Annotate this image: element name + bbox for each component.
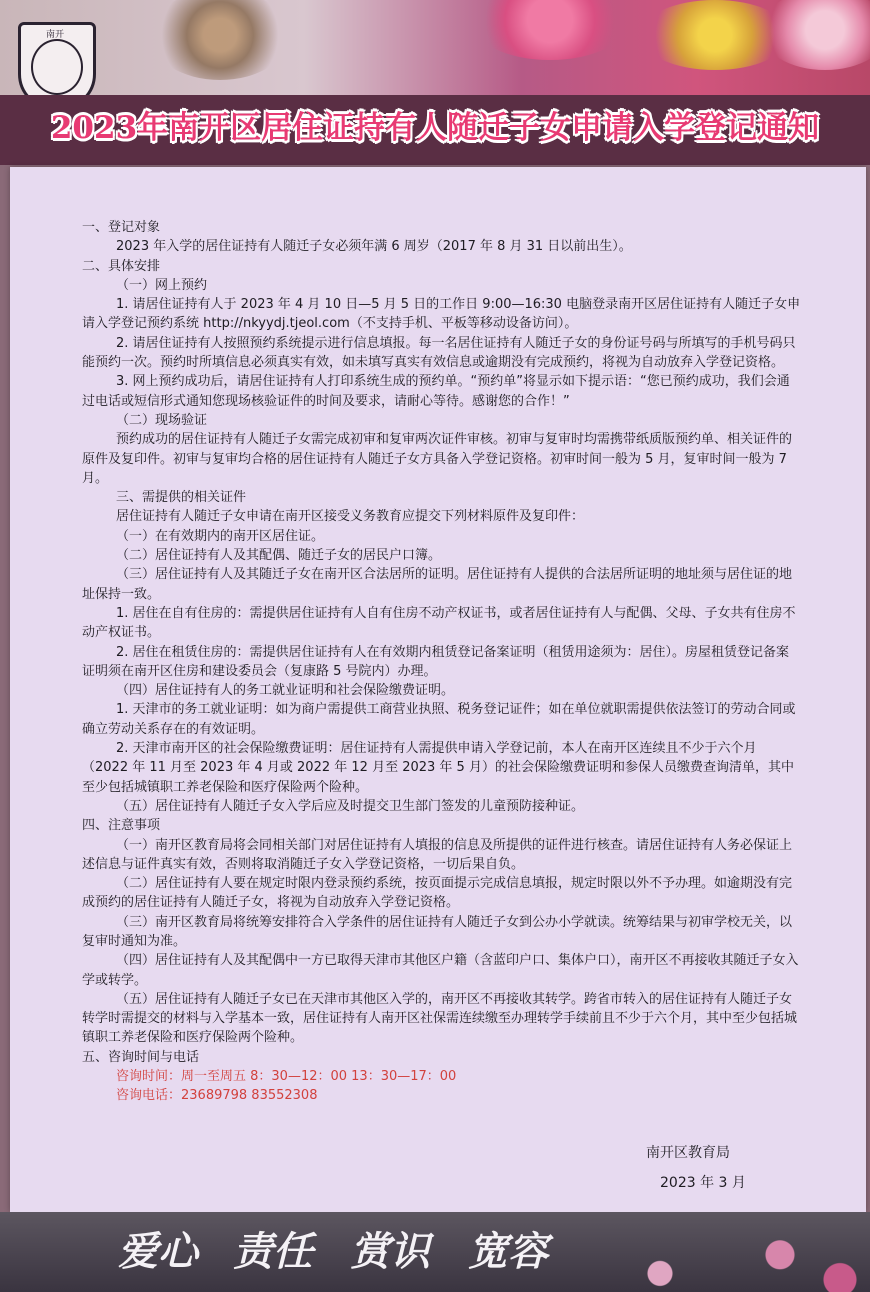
notice-paragraph: （四）居住证持有人的务工就业证明和社会保险缴费证明。: [116, 683, 455, 699]
logo-emblem: [31, 39, 83, 95]
slogan-word: 爱心: [118, 1228, 198, 1275]
page-title: 2023年南开区居住证持有人随迁子女申请入学登记通知: [50, 110, 820, 146]
flower-decoration: [470, 0, 630, 60]
notice-paragraph: （二）居住证持有人及其配偶、随迁子女的居民户口簿。: [116, 548, 442, 564]
slogan-word: 宽容: [468, 1228, 548, 1275]
notice-paragraph: 一、登记对象: [82, 220, 161, 235]
notice-paragraph: 2. 请居住证持有人按照预约系统提示进行信息填报。每一名居住证持有人随迁子女的身份证号码与所填写的手机号码只能预约一次。预约时所填信息必须真实有效，如未填写真实有效信息或逾期没有完成预约，将视为自动放弃入学登记资格。: [82, 335, 796, 371]
notice-paragraph: （三）南开区教育局将统筹安排符合入学条件的居住证持有人随迁子女到公办小学就读。统筹结果与初审学校无关，以复审时通知为准。: [82, 914, 793, 949]
notice-paragraph: 1. 天津市的务工就业证明：如为商户需提供工商营业执照、税务登记证件；如在单位就职需提供依法签订的劳动合同或确立劳动关系存在的有效证明。: [82, 702, 796, 737]
footer-flowers: [570, 1230, 870, 1292]
slogan-word: 责任: [233, 1228, 313, 1275]
notice-paragraph: 咨询时间：周一至周五 8：30—12：00 13：30—17：00: [116, 1069, 457, 1085]
notice-paragraph: 预约成功的居住证持有人随迁子女需完成初审和复审两次证件审核。初审与复审时均需携带纸质版预约单、相关证件的原件及复印件。初审与复审均合格的居住证持有人随迁子女方具备入学登记资格。初审时间一般为 5 月，复审时间一般为 7 月。: [82, 432, 793, 486]
notice-paragraph: （四）居住证持有人及其配偶中一方已取得天津市其他区户籍（含蓝印户口、集体户口），南开区不再接收其随迁子女入学或转学。: [82, 953, 799, 988]
notice-paragraph: 居住证持有人随迁子女申请在南开区接受义务教育应提交下列材料原件及复印件：: [116, 509, 585, 525]
flower-decoration: [760, 0, 870, 70]
notice-paragraph: （一）南开区教育局将会同相关部门对居住证持有人填报的信息及所提供的证件进行核查。请居住证持有人务必保证上述信息与证件真实有效，否则将取消随迁子女入学登记资格，一切后果自负。: [82, 837, 793, 872]
issue-date: 2023 年 3 月: [660, 1175, 746, 1191]
notice-paragraph: 1. 居住在自有住房的：需提供居住证持有人自有住房不动产权证书，或者居住证持有人与配偶、父母、子女共有住房不动产权证书。: [82, 605, 796, 641]
notice-paragraph: 3. 网上预约成功后，请居住证持有人打印系统生成的预约单。“预约单”将显示如下提示语：“您已预约成功，我们会通过电话或短信形式通知您现场核验证件的时间及要求，请耐心等待。感谢您的合作！”: [82, 374, 790, 409]
notice-paragraph: 2. 天津市南开区的社会保险缴费证明：居住证持有人需提供申请入学登记前，本人在南开区连续且不少于六个月（2022 年 11 月至 2023 年 4 月或 2022 年 12 月至 2023 年 5 月）的社会保险缴费证明和参保人员缴费查询清单，其中至少包括城镇职工养老保险和医疗保险两个险种。: [82, 741, 794, 795]
notice-paragraph: 咨询电话：23689798 83552308: [116, 1088, 318, 1104]
notice-paragraph: （一）在有效期内的南开区居住证。: [116, 528, 325, 544]
notice-paragraph: （五）居住证持有人随迁子女已在天津市其他区入学的，南开区不再接收其转学。跨省市转入的居住证持有人随迁子女转学时需提交的材料与入学基本一致，居住证持有人南开区社保需连续缴至办理转学手续前且不少于六个月，其中至少包括城镇职工养老保险和医疗保险两个险种。: [82, 991, 798, 1046]
notice-body: [82, 218, 802, 1106]
notice-paragraph: （一）网上预约: [116, 277, 208, 293]
notice-paragraph: 1. 请居住证持有人于 2023 年 4 月 10 日—5 月 5 日的工作日 9:00—16:30 电脑登录南开区居住证持有人随迁子女申请入学登记预约系统 http://nkyydj.tjeol.com（不支持手机、平板等移动设备访问）。: [82, 297, 801, 332]
notice-paragraph: （五）居住证持有人随迁子女入学后应及时提交卫生部门签发的儿童预防接种证。: [116, 798, 585, 814]
notice-paragraph: 2. 居住在租赁住房的：需提供居住证持有人在有效期内租赁登记备案证明（租赁用途须为：居住）。房屋租赁登记备案证明须在南开区住房和建设委员会（复康路 5 号院内）办理。: [82, 644, 790, 679]
flower-decoration: [150, 0, 290, 80]
notice-paragraph: 二、具体安排: [82, 258, 161, 274]
notice-paragraph: 2023 年入学的居住证持有人随迁子女必须年满 6 周岁（2017 年 8 月 31 日以前出生）。: [116, 239, 632, 255]
notice-paragraph: （二）居住证持有人要在规定时限内登录预约系统，按页面提示完成信息填报，规定时限以外不予办理。如逾期没有完成预约的居住证持有人随迁子女，将视为自动放弃入学登记资格。: [82, 876, 793, 911]
issuer: 南开区教育局: [646, 1145, 730, 1161]
notice-paragraph: 三、需提供的相关证件: [116, 490, 247, 506]
notice-paragraph: （三）居住证持有人及其随迁子女在南开区合法居所的证明。居住证持有人提供的合法居所证明的地址须与居住证的地址保持一致。: [82, 567, 793, 602]
notice-paragraph: 五、咨询时间与电话: [82, 1049, 200, 1065]
notice-paragraph: 四、注意事项: [82, 818, 161, 834]
logo-text: 南开: [45, 30, 64, 40]
notice-paragraph: （二）现场验证: [116, 412, 208, 428]
slogan-word: 赏识: [350, 1228, 430, 1275]
